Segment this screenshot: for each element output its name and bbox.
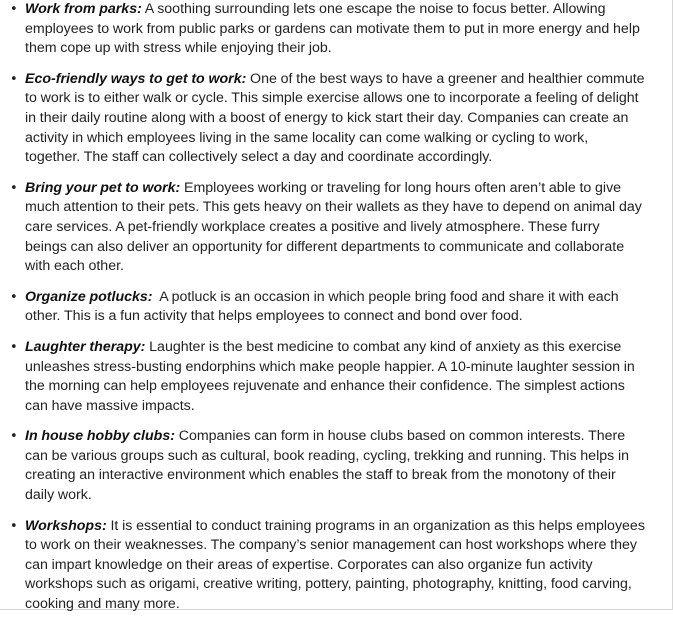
list-item-laughter-therapy [0, 338, 645, 416]
list-item-work-from-parks [0, 0, 645, 59]
bullet-icon: • [10, 180, 18, 196]
item-text: One of the best ways to have a greener and healthier commute to work is to either walk or cycle. This simple exercise allows one to incorporate a feeling of delight in their daily routine along with a boost of energy to kick start their day. Companies can create an activity in which employees living in the same locality can come walking or cycling to work, together. The staff can collectively select a day and coordinate accordingly. [25, 70, 645, 166]
list-item-organize-potlucks [0, 288, 645, 327]
bullet-icon: • [10, 429, 18, 445]
item-term: Bring your pet to work: [25, 179, 181, 196]
item-term: In house hobby clubs: [25, 428, 175, 445]
item-term: Organize potlucks: [25, 288, 153, 305]
list-item-workshops [0, 517, 645, 615]
bullet-icon: • [10, 339, 18, 355]
bullet-icon: • [10, 2, 18, 17]
bullet-icon: • [10, 71, 18, 87]
item-text: Companies can form in house clubs based on common interests. There can be various groups such as cultural, book reading, cycling, trekking and running. This helps in creating an interactive environment which enables the staff to break from the monotony of their daily work. [25, 428, 629, 504]
item-text: Employees working or traveling for long hours often aren’t able to give much attention to their pets. This gets heavy on their wallets as they have to depend on animal day care services. A pet-friendly workplace creates a positive and lively atmosphere. These furry beings can also deliver an opportunity for different departments to communicate and collaborate with each other. [25, 179, 642, 275]
item-term: Workshops: [25, 517, 107, 534]
bullet-icon: • [10, 289, 18, 305]
list-item-bring-your-pet [0, 179, 645, 277]
item-text: A soothing surrounding lets one escape the noise to focus better. Allowing employees to work from public parks or gardens can motivate them to put in more energy and help them cope up with stress while enjoying their job. [25, 1, 640, 57]
bullet-icon: • [10, 518, 18, 534]
list-item-hobby-clubs [0, 427, 645, 505]
item-term: Work from parks: [25, 1, 142, 17]
item-term: Eco-friendly ways to get to work: [25, 70, 247, 87]
item-text: Laughter is the best medicine to combat any kind of anxiety as this exercise unleashes stress-busting endorphins which make people happier. A 10-minute laughter session in the morning can help employees rejuvenate and enhance their confidence. The simplest actions can have massive impacts. [25, 338, 635, 414]
item-term: Laughter therapy: [25, 338, 146, 355]
item-text: A potluck is an occasion in which people bring food and share it with each other. This is a fun activity that helps employees to connect and bond over food. [25, 288, 623, 325]
list-item-eco-friendly-commute [0, 70, 645, 168]
item-text: It is essential to conduct training programs in an organization as this helps employees to work on their weaknesses. The company’s senior management can host workshops where they can impart knowledge on their areas of expertise. Corporates can also organize fun activity workshops such as origami, creative writing, pottery, painting, photography, knitting, food carving, cooking and many more. [25, 517, 645, 613]
